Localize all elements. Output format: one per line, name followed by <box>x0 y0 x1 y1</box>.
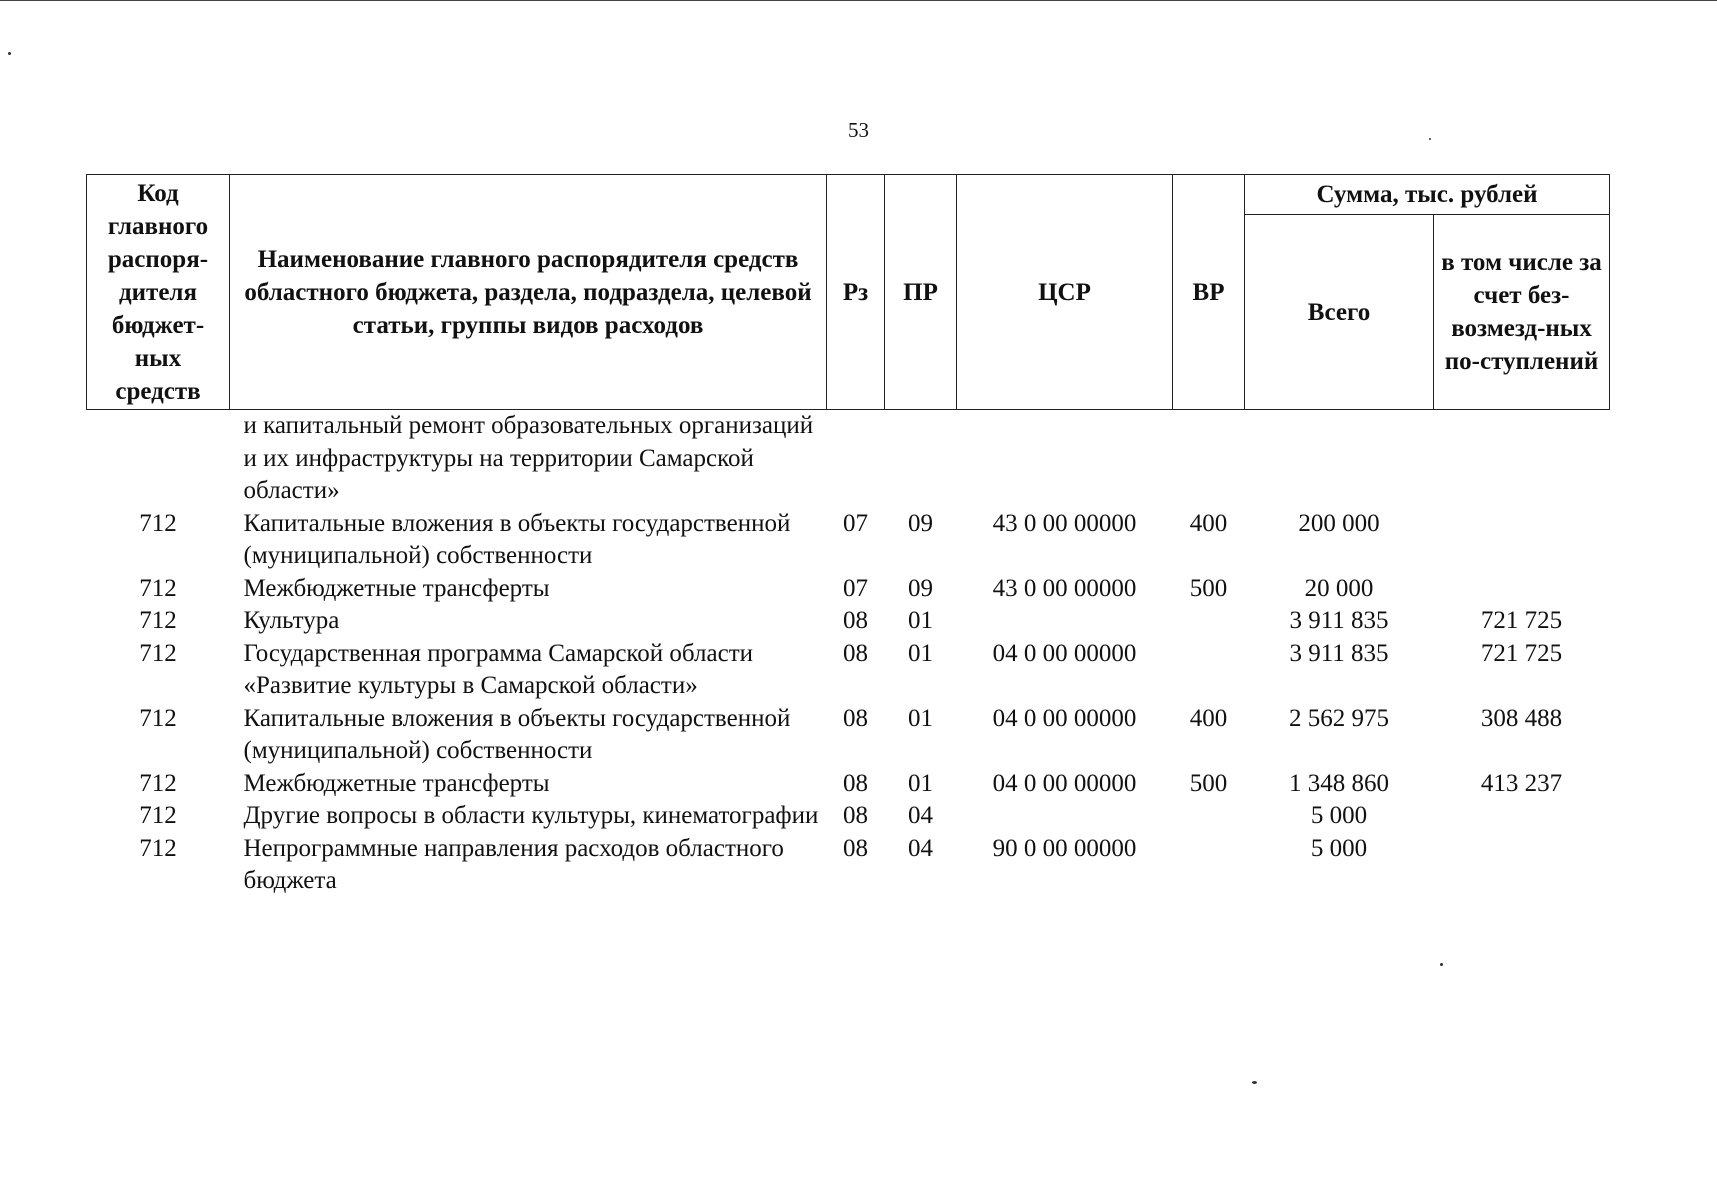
scan-speck <box>1252 1081 1257 1084</box>
table-row <box>87 768 1610 801</box>
table-row <box>87 605 1610 638</box>
cell-code: 712 <box>139 769 177 797</box>
cell-pr: 09 <box>908 574 933 602</box>
page-number: 53 <box>848 118 869 142</box>
table-row <box>87 833 1610 898</box>
table-row <box>87 800 1610 833</box>
cell-pr: 04 <box>908 834 933 862</box>
cell-free: 721 725 <box>1480 639 1563 667</box>
cell-free <box>1434 508 1610 573</box>
cell-csr: 04 0 00 00000 <box>992 769 1137 797</box>
table-row <box>87 573 1610 606</box>
cell-name: Капитальные вложения в объекты государственной (муниципальной) собственности <box>243 509 791 569</box>
budget-table <box>86 174 1610 898</box>
header-csr: ЦСР <box>957 175 1173 410</box>
cell-code: 712 <box>139 639 177 667</box>
cell-code: 712 <box>139 834 177 862</box>
cell-vr: 500 <box>1189 769 1228 797</box>
table-row <box>87 410 1610 508</box>
cell-total: 2 562 975 <box>1289 704 1389 732</box>
scan-speck <box>8 52 11 55</box>
table-row <box>87 508 1610 573</box>
cell-name: Другие вопросы в области культуры, кинематографии <box>243 802 819 829</box>
cell-csr <box>957 605 1173 638</box>
cell-name: и капитальный ремонт образовательных организаций и их инфраструктуры на территории Самарской области» <box>243 412 814 504</box>
table-body <box>87 410 1610 898</box>
cell-vr <box>1173 605 1245 638</box>
header-name: Наименование главного распорядителя средств областного бюджета, раздела, подраздела, целевой статьи, группы видов расходов <box>230 175 827 410</box>
cell-csr: 43 0 00 00000 <box>992 574 1137 602</box>
header-including: в том числе за счет без-возмезд-ных по-ступлений <box>1434 215 1610 410</box>
cell-rz: 08 <box>843 769 868 797</box>
top-scan-edge <box>0 0 1717 1</box>
cell-csr <box>957 800 1173 833</box>
table-row <box>87 638 1610 703</box>
cell-code: 712 <box>139 704 177 732</box>
cell-total: 1 348 860 <box>1289 769 1389 797</box>
cell-name: Межбюджетные трансферты <box>243 574 550 602</box>
cell-pr: 01 <box>908 704 933 732</box>
cell-pr: 04 <box>908 802 933 829</box>
cell-rz: 08 <box>843 704 868 732</box>
cell-total: 20 000 <box>1304 574 1374 602</box>
cell-pr <box>885 410 957 508</box>
cell-name: Капитальные вложения в объекты государственной (муниципальной) собственности <box>243 704 791 764</box>
cell-rz: 08 <box>843 607 868 634</box>
cell-vr <box>1173 410 1245 508</box>
table-header <box>87 175 1610 410</box>
cell-rz <box>827 410 885 508</box>
cell-csr <box>957 410 1173 508</box>
cell-code <box>87 410 230 508</box>
cell-vr <box>1173 638 1245 703</box>
cell-code: 712 <box>139 509 177 537</box>
cell-free: 413 237 <box>1480 769 1563 797</box>
header-rz: Рз <box>827 175 885 410</box>
cell-pr: 09 <box>908 509 933 537</box>
cell-pr: 01 <box>908 607 933 634</box>
scan-speck <box>1440 963 1443 966</box>
cell-vr <box>1173 800 1245 833</box>
header-code: Код главного распоря-дителя бюджет-ных средств <box>87 175 230 410</box>
cell-free <box>1434 833 1610 898</box>
header-pr: ПР <box>885 175 957 410</box>
cell-rz: 07 <box>843 509 868 537</box>
cell-free: 721 725 <box>1480 607 1563 634</box>
cell-csr: 43 0 00 00000 <box>992 509 1137 537</box>
table-row <box>87 703 1610 768</box>
cell-free <box>1434 573 1610 606</box>
header-vr: ВР <box>1173 175 1245 410</box>
cell-pr: 01 <box>908 639 933 667</box>
cell-total: 5 000 <box>1310 834 1368 862</box>
header-total: Всего <box>1245 215 1434 410</box>
cell-total <box>1245 410 1434 508</box>
cell-rz: 08 <box>843 802 868 829</box>
cell-free <box>1434 800 1610 833</box>
cell-code: 712 <box>139 574 177 602</box>
cell-total: 5 000 <box>1310 802 1368 829</box>
cell-rz: 08 <box>843 639 868 667</box>
cell-csr: 04 0 00 00000 <box>992 639 1137 667</box>
cell-name: Непрограммные направления расходов областного бюджета <box>243 834 784 894</box>
cell-name: Государственная программа Самарской области «Развитие культуры в Самарской области» <box>243 639 753 699</box>
header-sum-group: Сумма, тыс. рублей <box>1245 175 1610 215</box>
cell-total: 200 000 <box>1298 509 1380 537</box>
cell-vr: 500 <box>1189 574 1228 602</box>
cell-free: 308 488 <box>1480 704 1563 732</box>
cell-name: Межбюджетные трансферты <box>243 769 550 797</box>
cell-csr: 04 0 00 00000 <box>992 704 1137 732</box>
cell-total: 3 911 835 <box>1289 607 1389 634</box>
scan-speck <box>1429 138 1431 140</box>
cell-rz: 07 <box>843 574 868 602</box>
cell-code: 712 <box>139 802 177 829</box>
cell-code: 712 <box>139 607 177 634</box>
cell-csr: 90 0 00 00000 <box>992 834 1137 862</box>
cell-vr: 400 <box>1189 704 1228 732</box>
cell-vr <box>1173 833 1245 898</box>
cell-free <box>1434 410 1610 508</box>
cell-rz: 08 <box>843 834 868 862</box>
cell-pr: 01 <box>908 769 933 797</box>
cell-vr: 400 <box>1189 509 1228 537</box>
cell-total: 3 911 835 <box>1289 639 1389 667</box>
cell-name: Культура <box>243 607 340 634</box>
